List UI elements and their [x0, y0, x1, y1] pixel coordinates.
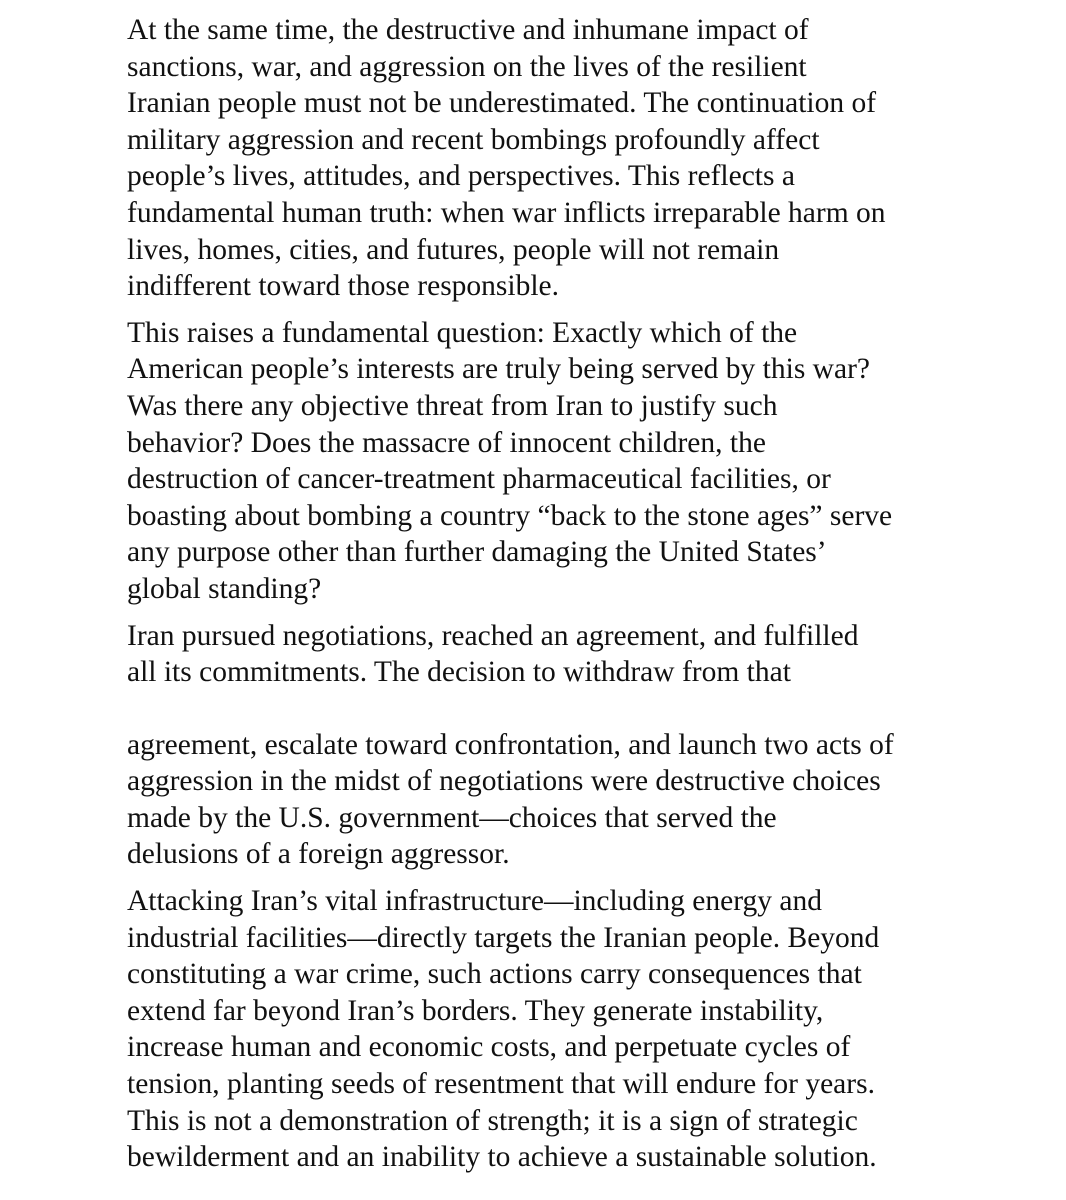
text-line: aggression in the midst of negotiations were destructive choices	[127, 765, 881, 798]
text-line: made by the U.S. government—choices that served the	[127, 801, 777, 834]
text-line: global standing?	[127, 572, 322, 605]
text-line: people’s lives, attitudes, and perspectives. This reflects a	[127, 160, 795, 193]
paragraph-4	[127, 883, 1027, 1176]
document-page	[127, 12, 1027, 1186]
text-line: industrial facilities—directly targets the Iranian people. Beyond	[127, 921, 880, 954]
text-line: Iranian people must not be underestimated. The continuation of	[127, 87, 877, 120]
text-line: bewilderment and an inability to achieve a sustainable solution.	[127, 1141, 877, 1174]
paragraph-3	[127, 618, 1027, 691]
text-line: Was there any objective threat from Iran to justify such	[127, 389, 778, 422]
text-line: constituting a war crime, such actions carry consequences that	[127, 958, 862, 991]
text-line: delusions of a foreign aggressor.	[127, 838, 510, 871]
text-line: behavior? Does the massacre of innocent children, the	[127, 426, 766, 459]
text-line: extend far beyond Iran’s borders. They generate instability,	[127, 994, 824, 1027]
text-line: destruction of cancer-treatment pharmaceutical facilities, or	[127, 463, 831, 496]
text-line: sanctions, war, and aggression on the lives of the resilient	[127, 50, 807, 83]
text-line: lives, homes, cities, and futures, people will not remain	[127, 233, 780, 266]
paragraph-1	[127, 12, 1027, 305]
text-line: Attacking Iran’s vital infrastructure—including energy and	[127, 885, 822, 918]
page-break-gap	[127, 701, 1027, 727]
paragraph-2	[127, 315, 1027, 608]
text-line: tension, planting seeds of resentment that will endure for years.	[127, 1068, 875, 1101]
text-line: boasting about bombing a country “back to the stone ages” serve	[127, 499, 893, 532]
paragraph-3-continued	[127, 727, 1027, 873]
text-line: agreement, escalate toward confrontation, and launch two acts of	[127, 728, 894, 761]
text-line: This raises a fundamental question: Exactly which of the	[127, 316, 798, 349]
text-line: increase human and economic costs, and perpetuate cycles of	[127, 1031, 851, 1064]
text-line: fundamental human truth: when war inflicts irreparable harm on	[127, 196, 886, 229]
text-line: This is not a demonstration of strength; it is a sign of strategic	[127, 1104, 858, 1137]
text-line: any purpose other than further damaging the United States’	[127, 536, 827, 569]
text-line: At the same time, the destructive and inhumane impact of	[127, 14, 809, 46]
text-line: military aggression and recent bombings profoundly affect	[127, 123, 820, 156]
text-line: indifferent toward those responsible.	[127, 270, 560, 303]
text-line: American people’s interests are truly being served by this war?	[127, 353, 870, 386]
text-line: all its commitments. The decision to withdraw from that	[127, 656, 791, 689]
text-line: Iran pursued negotiations, reached an agreement, and fulfilled	[127, 619, 859, 652]
